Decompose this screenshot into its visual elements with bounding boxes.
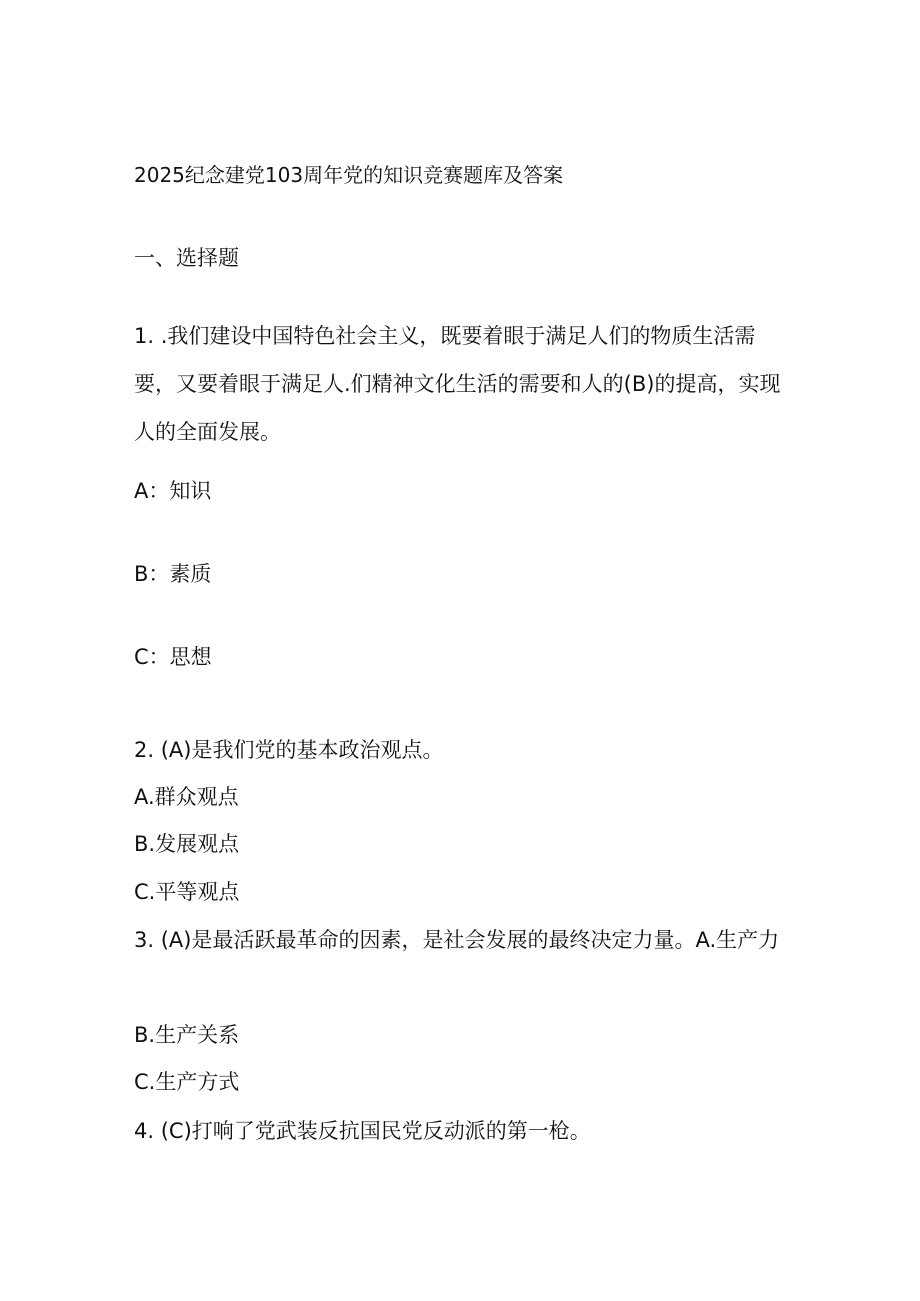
question-3-option-b: B.生产关系 bbox=[134, 1023, 240, 1047]
document-title: 2025纪念建党103周年党的知识竞赛题库及答案 bbox=[134, 163, 564, 187]
question-2-option-c: C.平等观点 bbox=[134, 880, 240, 904]
question-1-stem: 1. .我们建设中国特色社会主义，既要着眼于满足人们的物质生活需要，又要着眼于满足人.们精神文化生活的需要和人的(B)的提高，实现人的全面发展。 bbox=[134, 324, 781, 444]
question-3-option-c: C.生产方式 bbox=[134, 1070, 240, 1094]
question-1-option-a: A：知识 bbox=[134, 479, 212, 503]
question-2-option-b: B.发展观点 bbox=[134, 832, 240, 856]
section-heading: 一、选择题 bbox=[134, 246, 239, 270]
question-3-stem: 3. (A)是最活跃最革命的因素，是社会发展的最终决定力量。A.生产力 bbox=[134, 928, 780, 952]
question-4-stem: 4. (C)打响了党武装反抗国民党反动派的第一枪。 bbox=[134, 1119, 591, 1143]
question-2-stem: 2. (A)是我们党的基本政治观点。 bbox=[134, 738, 444, 762]
question-2-option-a: A.群众观点 bbox=[134, 785, 239, 809]
question-1-option-c: C：思想 bbox=[134, 645, 212, 669]
question-1-option-b: B：素质 bbox=[134, 562, 212, 586]
